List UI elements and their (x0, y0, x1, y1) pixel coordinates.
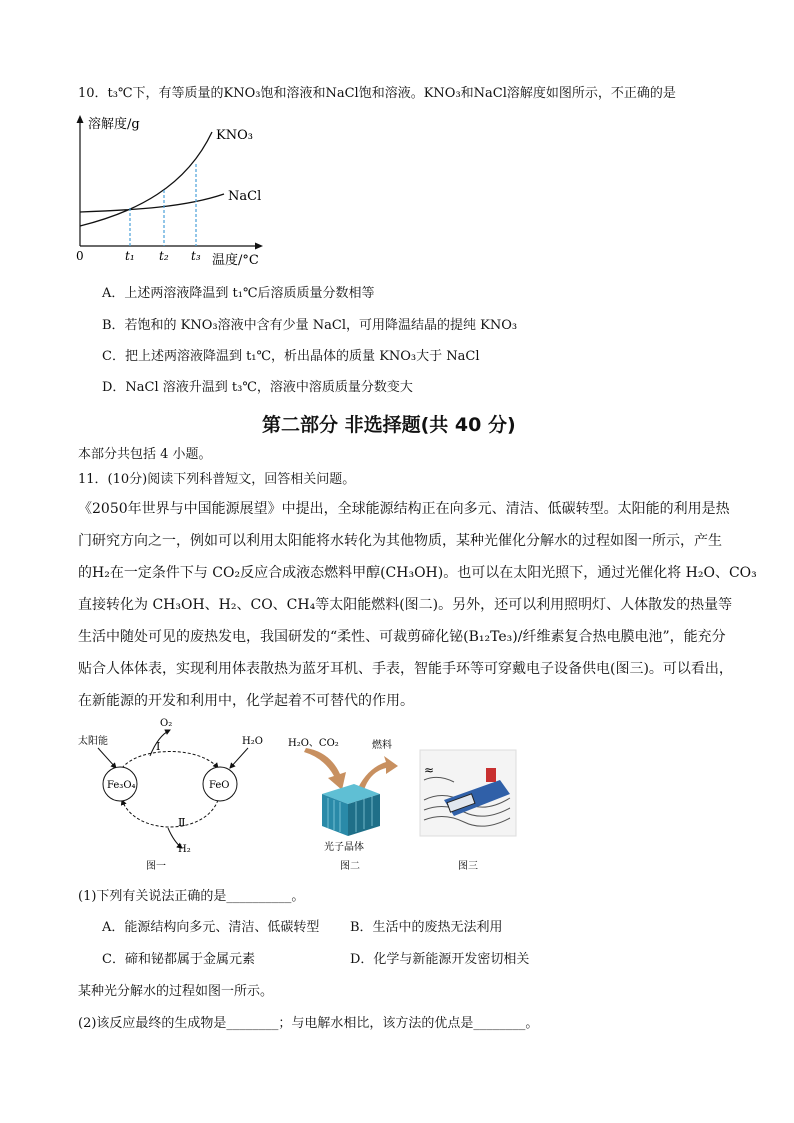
h2-label: H₂ (178, 844, 191, 855)
step-1-arc (122, 752, 218, 769)
fe3o4-label: Fe₃O₄ (107, 780, 136, 791)
kno3-curve (80, 132, 212, 226)
nacl-label: NaCl (228, 189, 262, 204)
paragraph-line-6: 贴合人体体表，实现利用体表散热为蓝牙耳机、手表，智能手环等可穿戴电子设备供电(图三)。可以看出， (78, 661, 733, 677)
step-1-label: Ⅰ (156, 740, 161, 753)
reactants-label: H₂O、CO₂ (288, 738, 339, 749)
q10-option-b: B．若饱和的 KNO₃溶液中含有少量 NaCl，可用降温结晶的提纯 KNO₃ (102, 318, 518, 333)
q10-option-a: A．上述两溶液降温到 t₁℃后溶质质量分数相等 (102, 286, 375, 301)
figure-note: 某种光分解水的过程如图一所示。 (78, 984, 274, 999)
sun-energy-label: 太阳能 (78, 736, 108, 747)
o2-label: O₂ (160, 718, 173, 729)
section-title: 第二部分 非选择题(共 40 分) (262, 414, 516, 436)
nacl-curve (80, 194, 224, 212)
solubility-chart (66, 112, 276, 272)
figure-2-photonic-crystal (284, 728, 414, 876)
y-axis-label: 溶解度/g (88, 117, 140, 132)
paragraph-line-2: 门研究方向之一，例如可以利用太阳能将水转化为其他物质，某种光催化分解水的过程如图一所示，产生 (78, 533, 722, 549)
section-intro: 本部分共包括 4 小题。 (78, 447, 212, 462)
crystal-label: 光子晶体 (324, 842, 364, 853)
paragraph-line-3: 的H₂在一定条件下与 CO₂反应合成液态燃料甲醇(CH₃OH)。也可以在太阳光照下，通过光催化将 H₂O、CO₃ (78, 565, 757, 581)
figure-3-wearable (414, 740, 524, 876)
sub-q1-option-d: D．化学与新能源开发密切相关 (350, 952, 530, 967)
x-axis-arrow (255, 243, 263, 250)
sub-q1-option-b: B．生活中的废热无法利用 (350, 920, 503, 935)
kno3-label: KNO₃ (216, 128, 253, 143)
figure-1-caption: 图一 (146, 861, 166, 872)
band-clasp (486, 768, 496, 782)
figure-2-caption: 图二 (340, 861, 360, 872)
paragraph-line-4: 直接转化为 CH₃OH、H₂、CO、CH₄等太阳能燃料(图二)。另外，还可以利用照明灯、人体散发的热量等 (78, 597, 733, 613)
sub-q1-option-a: A．能源结构向多元、清洁、低碳转型 (102, 920, 320, 935)
fuel-arrow (358, 756, 398, 790)
question-11-stem: 11．(10分)阅读下列科普短文，回答相关问题。 (78, 472, 356, 487)
sub-question-1-stem: (1)下列有关说法正确的是__________。 (78, 889, 305, 904)
paragraph-line-1: 《2050年世界与中国能源展望》中提出，全球能源结构正在向多元、清洁、低碳转型。太阳能的利用是热 (78, 501, 730, 517)
paragraph-line-7: 在新能源的开发和利用中，化学起着不可替代的作用。 (78, 693, 414, 709)
tick-t3: t₃ (191, 249, 201, 263)
step-2-arc (122, 800, 218, 827)
heat-mark-icon: ≈ (424, 763, 435, 777)
feo-label: FeO (209, 780, 230, 791)
fuel-label: 燃料 (372, 740, 392, 751)
tick-t1: t₁ (125, 249, 135, 263)
tick-t2: t₂ (159, 249, 169, 263)
figure-1-cycle (70, 716, 280, 876)
h2o-arrow (230, 748, 248, 768)
reactant-arrow (304, 748, 346, 790)
origin-label: 0 (76, 249, 84, 263)
q10-option-d: D．NaCl 溶液升温到 t₃℃，溶液中溶质质量分数变大 (102, 380, 413, 395)
h2o-label: H₂O (242, 736, 263, 747)
sun-arrow (98, 748, 116, 768)
question-10-stem: 10．t₃℃下，有等质量的KNO₃饱和溶液和NaCl饱和溶液。KNO₃和NaCl溶解度如图所示，不正确的是 (78, 86, 676, 101)
paragraph-line-5: 生活中随处可见的废热发电，我国研发的“柔性、可裁剪碲化铋(B₁₂Te₃)/纤维素复合热电膜电池”，能充分 (78, 629, 726, 645)
x-axis-label: 温度/°C (212, 253, 259, 268)
q10-option-c: C．把上述两溶液降温到 t₁℃，析出晶体的质量 KNO₃大于 NaCl (102, 349, 480, 364)
sub-q1-option-c: C．碲和铋都属于金属元素 (102, 952, 255, 967)
figure-3-caption: 图三 (458, 861, 478, 872)
y-axis-arrow (77, 115, 84, 123)
step-2-label: Ⅱ (178, 816, 186, 829)
sub-question-2-stem: (2)该反应最终的生成物是________；与电解水相比，该方法的优点是________。 (78, 1016, 539, 1031)
